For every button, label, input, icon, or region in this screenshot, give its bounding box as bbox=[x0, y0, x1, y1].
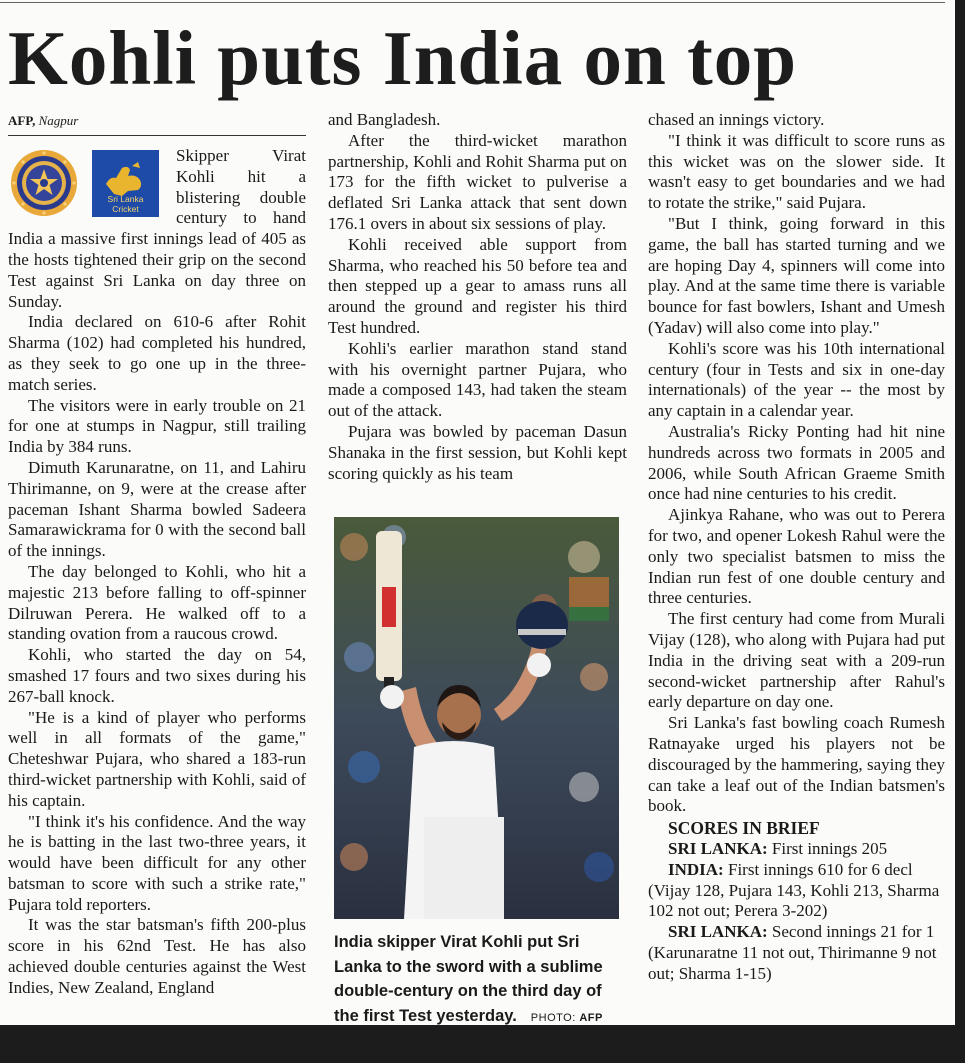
score-team: SRI LANKA: bbox=[668, 839, 768, 859]
paragraph: It was the star batsman's fifth 200-plus score in his 62nd Test. He has also achieved double centuries against the West Indies, New Zealand, England bbox=[8, 915, 306, 997]
photo-credit-label: PHOTO: bbox=[530, 1011, 576, 1024]
score-detail: First innings 610 for 6 decl (Vijay 128, Pujara 143, Kohli 213, Sharma 102 not out; Perera 3-202) bbox=[648, 859, 940, 921]
sri-lanka-line1: Sri Lanka bbox=[107, 194, 144, 204]
scores-in-brief-heading: SCORES IN BRIEF bbox=[668, 818, 820, 839]
score-line bbox=[648, 860, 945, 922]
article-column-2 bbox=[328, 110, 627, 484]
kohli-celebration-photo bbox=[334, 517, 619, 919]
score-team: SRI LANKA: bbox=[668, 922, 768, 942]
paragraph: The day belonged to Kohli, who hit a majestic 213 before falling to off-spinner Dilruwan Perera. He walked off to a standing ovation from a raucous crowd. bbox=[8, 561, 306, 644]
score-detail: Second innings 21 for 1 (Karunaratne 11 not out, Thirimanne 9 not out; Sharma 1-15) bbox=[648, 922, 937, 983]
paragraph: "He is a kind of player who performs well in all formats of the game," Cheteshwar Pujara, who shared a 183-run third-wicket partnership with Kohli, said of his captain. bbox=[8, 707, 306, 810]
team-logos bbox=[8, 146, 170, 228]
headline: Kohli puts India on top bbox=[8, 15, 798, 101]
article-column-3 bbox=[648, 110, 945, 985]
sri-lanka-line2: Cricket bbox=[112, 204, 139, 214]
paragraph: Kohli's earlier marathon stand stand with his overnight partner Pujara, who made a composed 143, had taken the steam out of the attack. bbox=[328, 338, 627, 421]
paragraph: Sri Lanka's fast bowling coach Rumesh Ratnayake urged his players not be discouraged by the hammering, saying they can take a leaf out of the Indian batsmen's book. bbox=[648, 713, 945, 816]
score-line bbox=[648, 839, 945, 860]
score-detail: First innings 205 bbox=[771, 839, 888, 859]
score-line bbox=[648, 922, 945, 984]
byline bbox=[8, 110, 306, 136]
paragraph: The visitors were in early trouble on 21 for one at stumps in Nagpur, still trailing India by 384 runs. bbox=[8, 395, 306, 457]
paragraph: and Bangladesh. bbox=[328, 110, 441, 129]
paragraph: Dimuth Karunaratne, on 11, and Lahiru Thirimanne, on 9, were at the crease after paceman Ishant Sharma bowled Sadeera Samarawickrama for 0 with the second ball of the innings. bbox=[8, 457, 306, 561]
paragraph: Kohli's score was his 10th international century (four in Tests and six in one-day internationals) of the year -- the most by any captain in a calendar year. bbox=[648, 338, 945, 421]
score-team: INDIA: bbox=[668, 859, 724, 879]
photo-credit-source: AFP bbox=[579, 1011, 603, 1024]
paragraph: Ajinkya Rahane, who was out to Perera for two, and opener Lokesh Rahul were the only two specialist batsmen to miss the Indian run fest of one double century and three centuries. bbox=[648, 505, 945, 608]
byline-place: Nagpur bbox=[38, 113, 79, 128]
paragraph: The first century had come from Murali Vijay (128), who along with Pujara had put India in the driving seat with a 209-run second-wicket partnership after Rahul's early departure on day one. bbox=[648, 609, 945, 712]
paragraph: Skipper Virat Kohli hit a blistering double century to hand India a massive first innings lead of 405 as the hosts tightened their grip on the second Test against Sri Lanka on day three on Sunday. bbox=[8, 146, 306, 311]
paragraph: "I think it's his confidence. And the way he is batting in the last two-three years, it would have been difficult for any other batsman to score with such a strike rate," Pujara told reporters. bbox=[8, 811, 306, 914]
paragraph: chased an innings victory. bbox=[648, 110, 825, 129]
paragraph: Kohli received able support from Sharma, who reached his 50 before tea and then stepped up a gear to amass runs all around the ground and register his third Test hundred. bbox=[328, 234, 627, 337]
paragraph: Kohli, who started the day on 54, smashed 17 fours and two sixes during his 267-ball knock. bbox=[8, 645, 306, 706]
paragraph: "I think it was difficult to score runs as this wicket was on the slower side. It wasn't easy to get boundaries and we had to rotate the strike," said Pujara. bbox=[648, 130, 945, 213]
paragraph: India declared on 610-6 after Rohit Sharma (102) had completed his hundred, as they seek to go one up in the three-match series. bbox=[8, 312, 306, 394]
paragraph: Australia's Ricky Ponting had hit nine hundreds across two formats in 2005 and 2006, while South African Graeme Smith once had nine centuries to his credit. bbox=[648, 421, 945, 504]
caption-text: India skipper Virat Kohli put Sri Lanka to the sword with a sublime double-century on the third day of the first Test yesterday. bbox=[334, 933, 603, 1025]
photo-caption bbox=[334, 930, 624, 1025]
sri-lanka-cricket-logo-icon bbox=[92, 150, 159, 217]
scan-border bbox=[0, 1025, 965, 1063]
photo-credit bbox=[531, 1012, 603, 1024]
bcci-logo-icon bbox=[10, 149, 78, 217]
paragraph: "But I think, going forward in this game, the ball has started turning and we are hoping Day 4, spinners will come into play. And at the same time there is variable bounce for fast bowlers, Ishant and Umesh (Yadav) will also come into play." bbox=[648, 213, 945, 337]
paragraph: Pujara was bowled by paceman Dasun Shanaka in the first session, but Kohli kept scoring quickly as his team bbox=[328, 421, 627, 483]
article-column-1 bbox=[8, 110, 306, 999]
top-rule bbox=[0, 2, 945, 3]
byline-agency: AFP, bbox=[8, 113, 36, 128]
paragraph: After the third-wicket marathon partnership, Kohli and Rohit Sharma put on 173 for the fifth wicket to pulverise a deflated Sri Lanka attack that sent down 176.1 overs in about six sessions of play. bbox=[328, 130, 627, 233]
